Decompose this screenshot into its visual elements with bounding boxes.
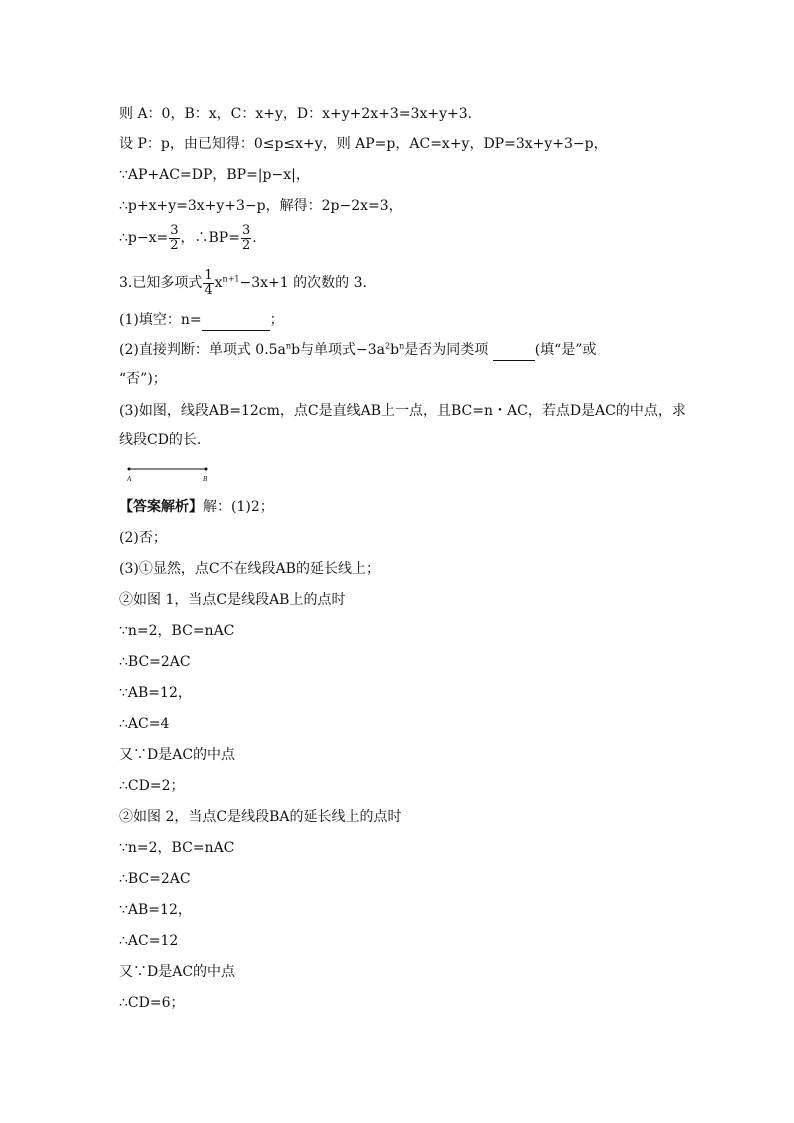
case-2-step: ∵AB=12，: [119, 902, 192, 918]
exponent: n: [399, 341, 405, 351]
answer-blank-n: [202, 310, 270, 331]
case-1-step: ∴CD=2；: [119, 778, 185, 794]
case-1-step: ∴AC=4: [119, 716, 170, 732]
question-3-part-1: [119, 310, 284, 331]
part-2-text-e: (填“是”或: [534, 342, 597, 358]
fraction-numerator: 3: [241, 222, 251, 238]
solution-line-4: ∴p+x+y=3x+y+3−p，解得：2p−2x=3，: [119, 198, 403, 214]
question-3-part-2-cont: “否”)；: [119, 371, 167, 387]
fraction-denominator: 4: [204, 282, 213, 298]
answer-tag: 【答案解析】: [119, 499, 203, 515]
case-1-title: ②如图 1，当点C是线段AB上的点时: [119, 592, 346, 608]
question-3-part-2: [119, 340, 596, 361]
exponent: 2: [385, 341, 391, 351]
point-a-label: A: [127, 475, 132, 483]
case-2-title: ②如图 2，当点C是线段BA的延长线上的点时: [119, 809, 402, 825]
answer-blank-same-type: [493, 340, 535, 361]
part-2-text-b: b与单项式−3a: [291, 342, 386, 358]
answer-part-1: 解：(1)2；: [203, 499, 274, 515]
case-1-step: ∴BC=2AC: [119, 654, 191, 670]
exponent: n: [285, 341, 292, 351]
part-1-text: (1)填空：n=: [119, 312, 202, 328]
solution-line-5: [119, 223, 257, 253]
solution-line-1: 则 A：0，B：x，C：x+y，D：x+y+2x+3=3x+y+3.: [119, 106, 473, 122]
part-2-text-a: (2)直接判断：单项式 0.5a: [119, 342, 286, 358]
case-1-step: ∵AB=12，: [119, 685, 192, 701]
polynomial-exponent: n+1: [222, 274, 240, 284]
point-a-dot: [128, 468, 131, 471]
fraction-three-halves: [169, 224, 179, 253]
question-3-stem-suffix: −3x+1 的次数的 3.: [239, 275, 367, 291]
case-2-step: ∴BC=2AC: [119, 871, 191, 887]
fraction-numerator: 3: [170, 222, 179, 238]
answer-part-2: (2)否；: [119, 530, 167, 546]
polynomial-variable: x: [214, 275, 223, 291]
case-1-step: ∵n=2，BC=nAC: [119, 623, 235, 639]
fraction-one-quarter: [203, 269, 213, 298]
fraction-denominator: 2: [170, 237, 179, 253]
question-3-part-3-cont: 线段CD的长.: [119, 432, 202, 448]
case-2-step: ∴AC=12: [119, 933, 179, 949]
part-2-text-d: 是否为同类项: [404, 342, 493, 358]
solution-line-5-mid: ，∴BP=: [180, 230, 240, 246]
solution-line-5-end: .: [252, 230, 257, 246]
answer-part-3: (3)①显然，点C不在线段AB的延长线上；: [119, 561, 380, 577]
question-3-part-3: (3)如图，线段AB=12cm，点C是直线AB上一点，且BC=n・AC，若点D是AC的中点，求: [119, 403, 686, 419]
case-1-step: 又∵D是AC的中点: [119, 747, 236, 763]
case-2-step: 又∵D是AC的中点: [119, 964, 236, 980]
segment-ab-figure: [126, 462, 214, 484]
point-b-label: B: [203, 475, 208, 483]
answer-line-1: [119, 497, 274, 517]
fraction-three-halves-2: [241, 224, 251, 253]
part-1-end: ；: [269, 312, 284, 328]
case-2-step: ∴CD=6；: [119, 995, 185, 1011]
question-3-stem-prefix: 3.已知多项式: [119, 275, 203, 291]
fraction-numerator: 1: [204, 267, 213, 283]
solution-line-2: 设 P：p，由已知得：0≤p≤x+y，则 AP=p，AC=x+y，DP=3x+y+3−p，: [119, 136, 608, 152]
point-b-dot: [205, 468, 208, 471]
solution-line-3: ∵AP+AC=DP，BP=|p−x|，: [119, 167, 310, 183]
solution-line-5-prefix: ∴p−x=: [119, 230, 169, 246]
case-2-step: ∵n=2，BC=nAC: [119, 840, 235, 856]
question-3-stem: [119, 268, 367, 298]
fraction-denominator: 2: [241, 237, 251, 253]
part-2-text-c: b: [390, 342, 400, 358]
